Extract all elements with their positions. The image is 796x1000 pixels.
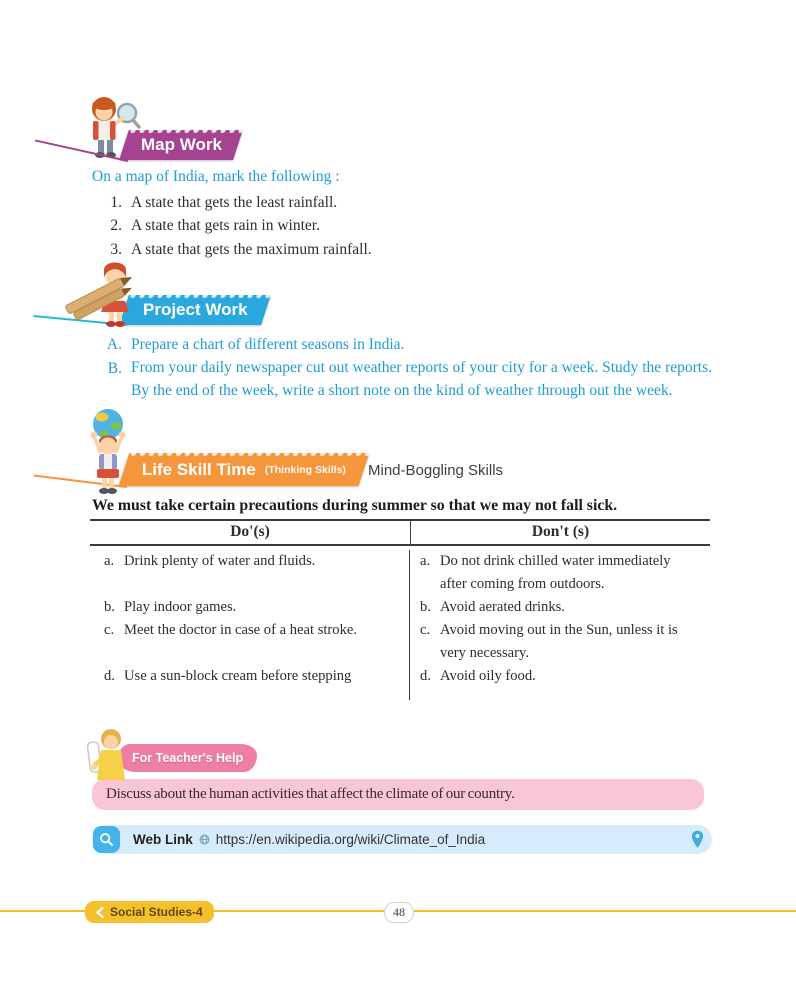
item-letter: B. — [107, 360, 122, 378]
list-item — [100, 191, 372, 214]
table-row — [90, 550, 710, 596]
chevron-left-icon — [96, 907, 104, 918]
item-letter: b. — [104, 599, 115, 615]
web-link-url[interactable]: https://en.wikipedia.org/wiki/Climate_of_India — [215, 832, 486, 847]
item-text: Play indoor games. — [124, 599, 237, 615]
web-link-label: Web Link — [133, 832, 193, 847]
teacher-mascot-icon — [84, 728, 134, 786]
teacher-help-ribbon — [118, 744, 257, 772]
item-text: A state that gets the maximum rainfall. — [131, 240, 372, 258]
item-number: 2. — [110, 217, 122, 235]
item-text: From your daily newspaper cut out weather reports of your city for a week. Study the reports. By the end of the week, write a short note on the kind of weather through out the week. — [131, 359, 712, 399]
item-text: Do not drink chilled water immediately after coming from outdoors. — [440, 553, 671, 592]
item-letter: a. — [104, 553, 115, 569]
table-body — [90, 546, 710, 700]
item-text: Avoid moving out in the Sun, unless it is very necessary. — [440, 622, 678, 661]
item-letter: d. — [420, 668, 431, 684]
item-text: Avoid aerated drinks. — [440, 599, 565, 615]
precautions-statement: We must take certain precautions during summer so that we may not fall sick. — [92, 497, 618, 514]
item-letter: c. — [104, 622, 115, 638]
list-item — [100, 333, 712, 356]
item-text: A state that gets rain in winter. — [131, 217, 320, 235]
do-cell — [90, 550, 410, 596]
dont-cell — [410, 665, 710, 700]
footer-book-nav[interactable] — [85, 901, 214, 923]
teacher-note-text: Discuss about the human activities that affect the climate of our country. — [106, 786, 515, 802]
item-text: Drink plenty of water and fluids. — [124, 553, 316, 569]
do-cell — [90, 596, 410, 619]
dont-cell — [410, 550, 710, 596]
life-skill-subtitle: (Thinking Skills) — [264, 463, 347, 476]
dont-cell — [410, 596, 710, 619]
page-number: 48 — [393, 905, 405, 919]
map-work-banner — [119, 130, 243, 160]
item-letter: a. — [420, 553, 431, 569]
item-number: 1. — [110, 194, 122, 211]
life-skill-mascot-icon — [78, 406, 142, 496]
footer-book-label: Social Studies-4 — [110, 905, 203, 919]
list-item — [100, 214, 372, 237]
page-number-badge — [384, 902, 414, 923]
do-cell — [90, 619, 410, 665]
item-text: A state that gets the least rainfall. — [131, 194, 338, 211]
item-letter: d. — [104, 668, 115, 684]
list-item — [100, 238, 372, 261]
item-text: Prepare a chart of different seasons in India. — [131, 336, 405, 353]
item-letter: b. — [420, 599, 431, 615]
dont-cell — [410, 619, 710, 665]
globe-icon — [199, 834, 210, 845]
banner-lace-decoration — [120, 127, 252, 134]
item-letter: c. — [420, 622, 431, 638]
location-pin-icon — [691, 830, 704, 849]
project-work-list — [100, 333, 712, 403]
table-row — [90, 619, 710, 665]
project-work-title: Project Work — [142, 300, 248, 319]
mind-boggling-heading: Mind-Boggling Skills — [368, 462, 504, 479]
web-link-bar[interactable] — [92, 825, 712, 854]
item-text: Use a sun-block cream before stepping — [124, 668, 352, 684]
map-work-title: Map Work — [140, 135, 222, 154]
item-letter: A. — [106, 336, 122, 353]
teacher-help-note — [92, 779, 704, 810]
item-text: Meet the doctor in case of a heat stroke. — [124, 622, 358, 638]
dos-donts-table — [90, 519, 710, 700]
list-item — [100, 357, 712, 402]
dos-column-header: Do'(s) — [90, 521, 411, 544]
item-text: Avoid oily food. — [440, 668, 536, 684]
banner-lace-decoration — [120, 450, 378, 457]
map-work-intro: On a map of India, mark the following : — [92, 168, 340, 185]
donts-column-header: Don't (s) — [531, 523, 590, 540]
table-row — [90, 596, 710, 619]
life-skill-title: Life Skill Time — [141, 459, 256, 479]
table-row — [90, 665, 710, 700]
item-number: 3. — [110, 240, 122, 258]
do-cell — [90, 665, 410, 700]
project-work-mascot-icon — [58, 260, 146, 330]
teacher-help-title: For Teacher's Help — [132, 751, 244, 765]
search-icon — [93, 826, 120, 853]
table-header-row — [90, 519, 710, 546]
map-work-list — [100, 191, 372, 261]
life-skill-banner — [119, 453, 370, 486]
